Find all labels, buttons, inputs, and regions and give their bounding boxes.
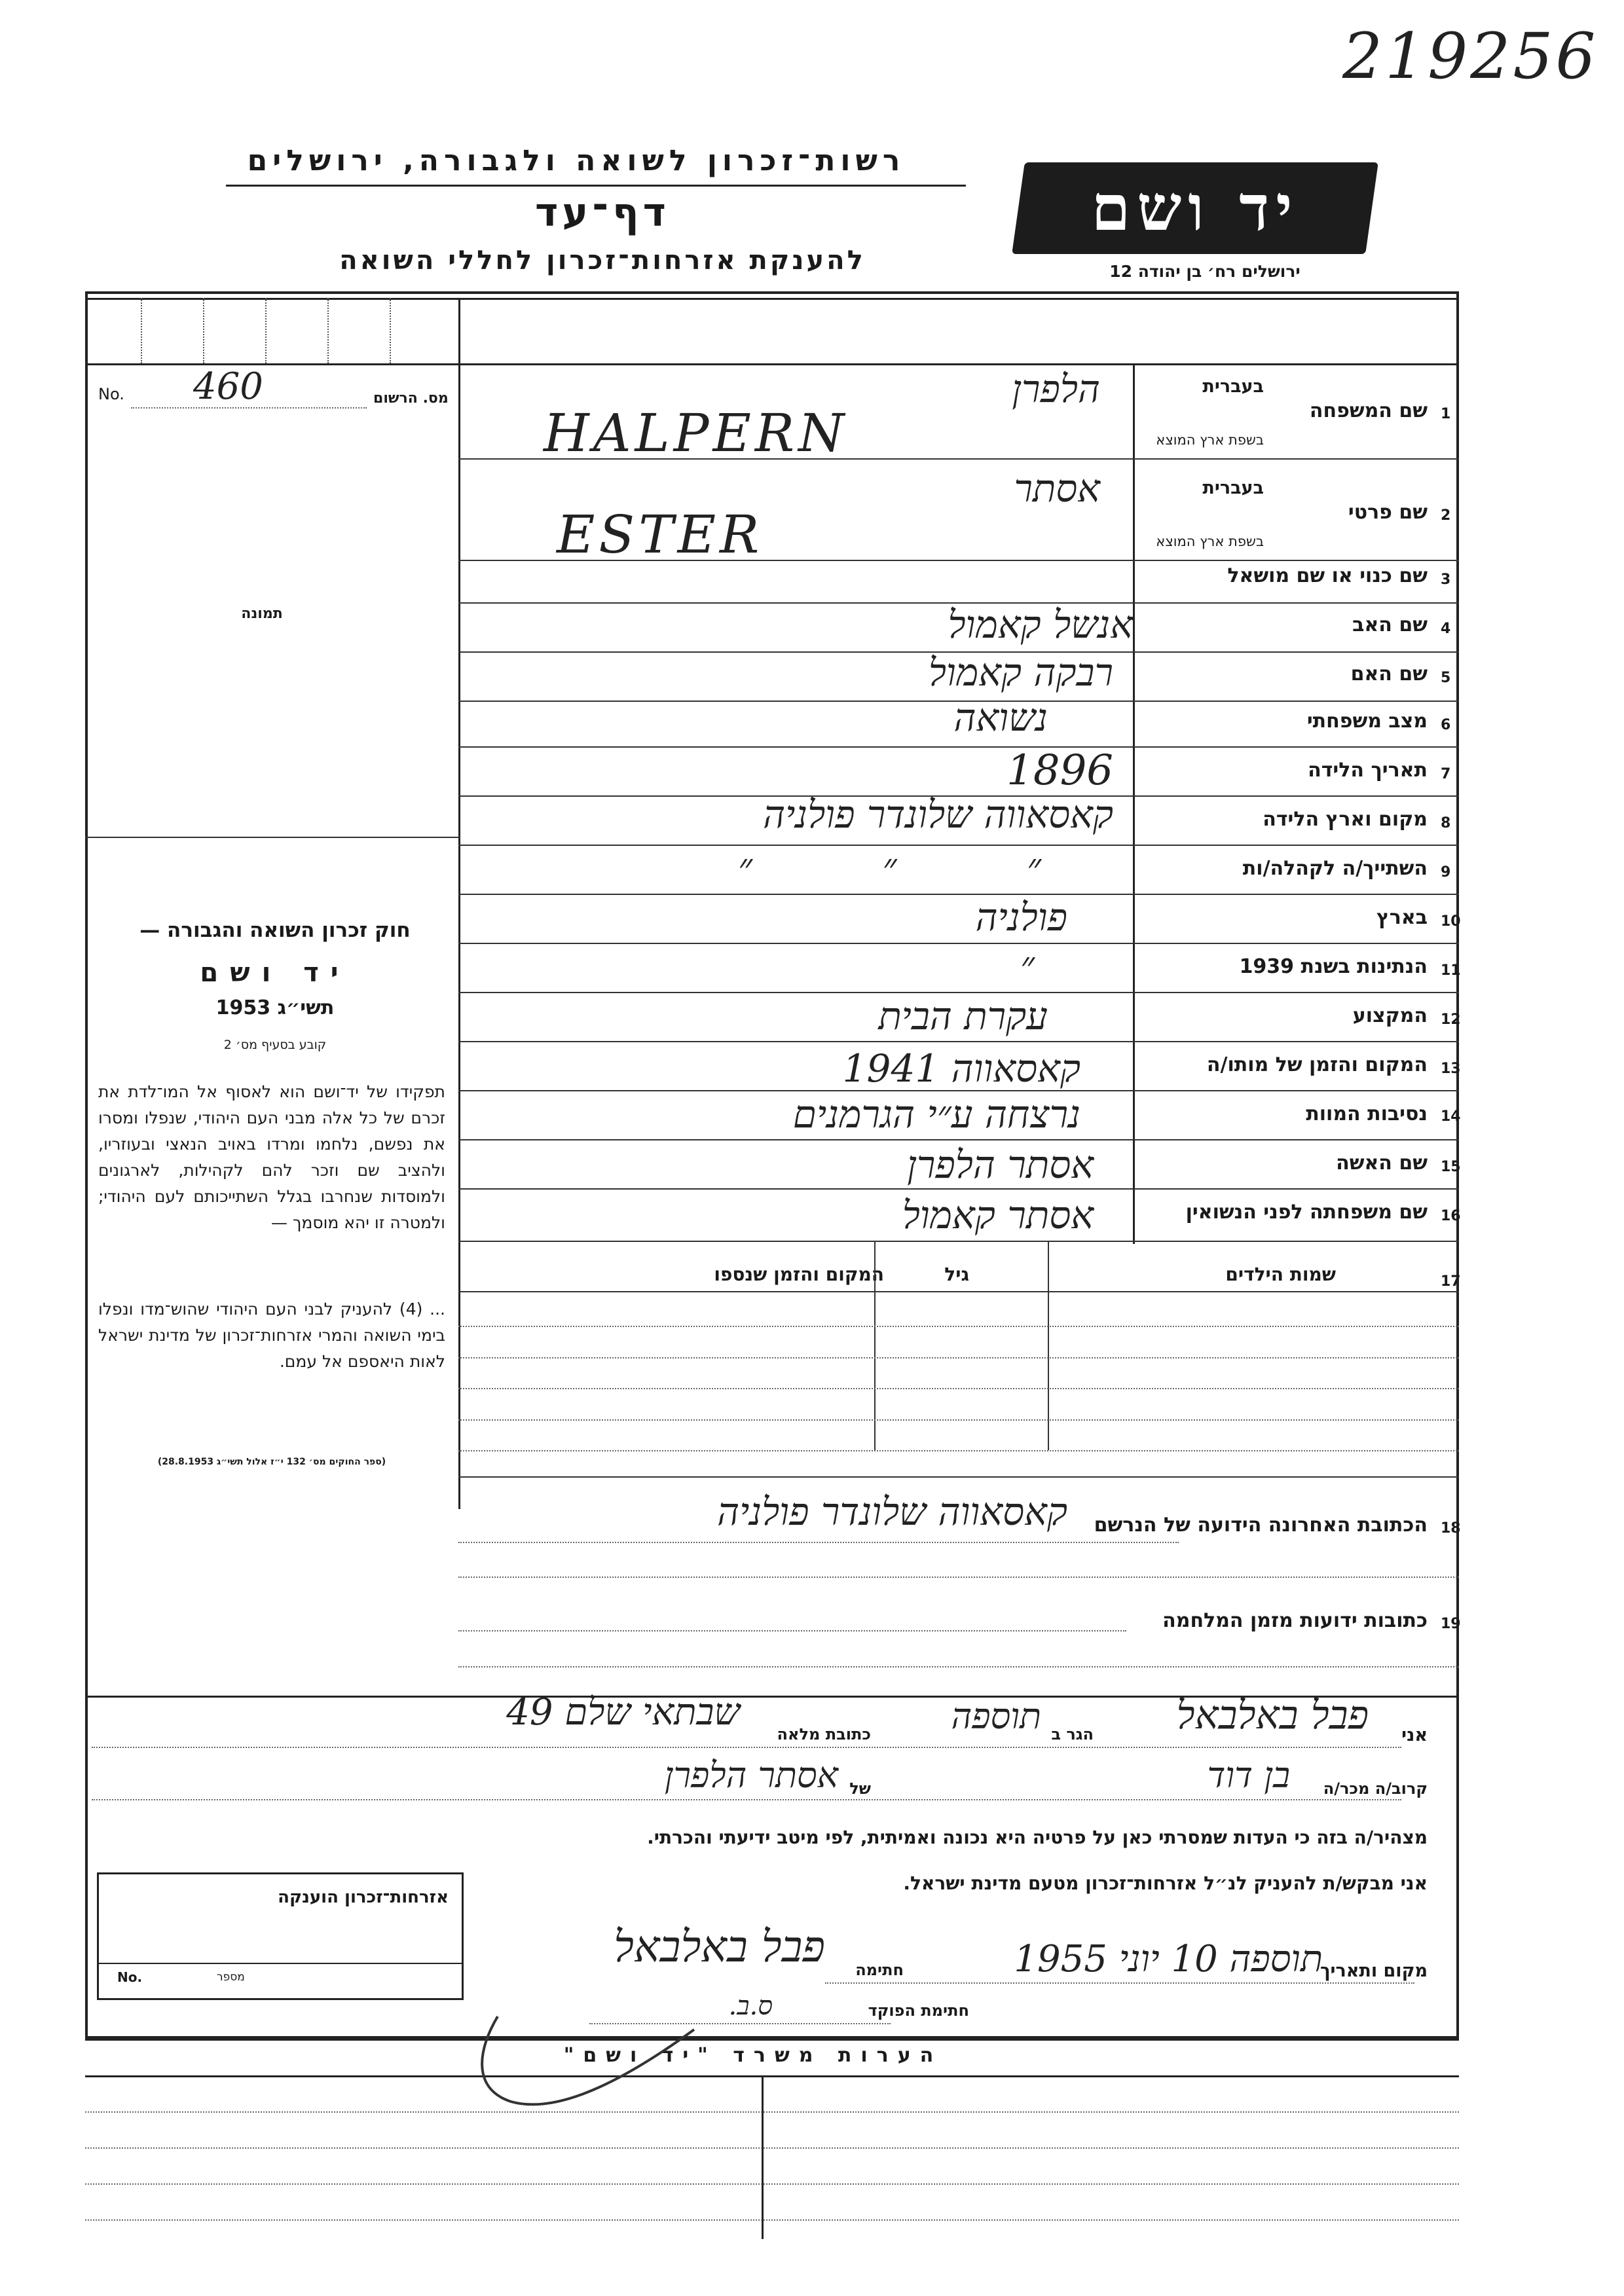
field-marital-value: נשואה: [953, 695, 1048, 740]
field-first-name-value-latin: ESTER: [557, 504, 764, 565]
decl-name: פבל באלבאל: [1176, 1692, 1369, 1738]
decl-signature: פבל באלבאל: [614, 1922, 825, 1972]
label-column-divider: [1133, 363, 1135, 1244]
field-father-label: שם האב: [1352, 613, 1428, 636]
field-surname-sub-he: בעברית: [1202, 376, 1264, 397]
citizenship-box-title: אזרחות־זכרון הוענקה: [278, 1887, 449, 1907]
field-citizenship-label: הנתינות בשנת 1939: [1239, 955, 1428, 978]
last-address-value: קאסאווה שלונדר פולניה: [717, 1489, 1067, 1534]
photo-label: תמונה: [241, 606, 283, 622]
field-country-value: פולניה: [975, 895, 1067, 939]
field-mother-value: רבקה קאמול: [928, 650, 1113, 695]
decl-place-date-label: מקום ותאריך: [1320, 1961, 1428, 1981]
field-surname-label: שם המשפחה: [1309, 399, 1428, 422]
field-birthplace-value: קאסאווה שלונדר פולניה: [763, 792, 1113, 837]
decl-statement: מצהיר/ה בזה כי העדות שמסרתי כאן על פרטיה היא נכונה ואמיתית, לפי מיטב ידיעתי והכרתי.: [647, 1827, 1428, 1848]
registration-no-label: No.: [98, 385, 124, 403]
decl-officer-label: חתימת הפוקד: [868, 2001, 969, 2020]
field-father-value: אנשל קאמול: [948, 602, 1133, 647]
archive-number: 219256: [1342, 20, 1598, 93]
law-body: תפקידו של יד־ושם הוא לאסוף אל המו־לדת את זכרם של כל אלה מבני העם היהודי, שנפלו ומסרו את נפשם, נלחמו ומרדו באויב הנאצי ובעוזריו, ולהציב שם וזכר להם לקהילות, לארגונים ולמוסדות שנחרבו בגלל השתייכותם לעם היהודי; ולמטרה זו יהא מוסמך —: [98, 1082, 445, 1232]
decl-relative-label: קרוב/ה מכר/ה: [1323, 1779, 1428, 1798]
decl-full-address-label: כתובת מלאה: [777, 1725, 871, 1743]
decl-of: של: [849, 1779, 871, 1798]
law-year: תשי״ג 1953: [215, 996, 335, 1019]
decl-signature-label: חתימה: [855, 1961, 904, 1979]
field-citizenship-value: ״: [1020, 943, 1035, 987]
decl-place-date: תוספה 10 יוני 1955: [1014, 1938, 1323, 1980]
field-first-name-value-he: אסתר: [1014, 466, 1100, 511]
office-notes-divider: [762, 2075, 764, 2239]
field-surname-value-he: הלפרן: [1012, 367, 1100, 411]
children-col-names: שמות הילדים: [1225, 1264, 1336, 1285]
authority-title: רשות־זכרון לשואה ולגבורה, ירושלים: [247, 144, 906, 177]
field-death-value: קאסאווה 1941: [842, 1046, 1080, 1091]
office-notes-title: הערות משרד "יד ושם": [563, 2044, 943, 2067]
field-maiden-label: שם משפחתה לפני הנשואין: [1185, 1201, 1428, 1224]
decl-resides: הגר ב: [1051, 1725, 1094, 1743]
field-community-value: ״ ״ ״: [738, 845, 1100, 889]
field-circumstances-label: נסיבות המוות: [1306, 1102, 1428, 1125]
law-clause-4: ... (4) להעניק לבני העם היהודי שהוש־מדו ונפלו בימי השואה והמרי אזרחות־זכרון של מדינת ישראל לאות היאספם אל עמם.: [98, 1300, 446, 1371]
logo-address: ירושלים רח׳ בן יהודה 12: [1109, 262, 1301, 281]
field-profession-value: עקרת הבית: [878, 994, 1048, 1038]
authority-underline: [226, 185, 966, 187]
pen-scribble: [458, 1990, 720, 2121]
citizenship-box: [97, 1872, 464, 2000]
field-maiden-value: אסתר קאמול: [902, 1193, 1094, 1237]
registration-number: 460: [193, 365, 263, 408]
field-birthplace-label: מקום וארץ הלידה: [1263, 808, 1428, 831]
wartime-addresses-label: כתובות ידועות מזמן המלחמה: [1162, 1609, 1428, 1632]
decl-of-name: אסתר הלפרן: [664, 1755, 838, 1796]
decl-city: תוספה: [951, 1696, 1041, 1737]
field-community-label: השתייך/ה לקהלה/ות: [1242, 857, 1428, 880]
field-wife-value: אסתר הלפרן: [907, 1142, 1094, 1187]
field-mother-label: שם האם: [1350, 663, 1428, 685]
law-title: חוק זכרון השואה והגבורה —: [139, 919, 411, 942]
citizenship-number-label: מספר: [217, 1971, 245, 1984]
field-surname-value-latin: HALPERN: [544, 403, 849, 464]
decl-street: שבתאי שלם 49: [506, 1691, 740, 1734]
field-first-name-sub-he: בעברית: [1202, 478, 1264, 498]
children-col-place: המקום והזמן שנספו: [714, 1264, 884, 1285]
field-first-name-label: שם פרטי: [1348, 501, 1428, 524]
citizenship-no-label: No.: [117, 1969, 143, 1985]
field-marital-label: מצב משפחתי: [1306, 710, 1428, 733]
decl-officer: ס.ב.: [728, 1991, 773, 2021]
decl-relation: בן דוד: [1207, 1755, 1290, 1796]
field-first-name-sub-foreign: בשפת ארץ המוצא: [1156, 534, 1264, 549]
yad-vashem-logo: [1012, 162, 1378, 254]
logo-text: יד ושם: [1091, 171, 1299, 245]
field-birthdate-value: 1896: [1006, 746, 1113, 795]
law-name: יד ושם: [200, 958, 350, 988]
field-profession-label: המקצוע: [1352, 1004, 1428, 1027]
field-alias-label: שם כנוי או שם מושאל: [1227, 564, 1428, 587]
decl-request: אני מבקש/ת להעניק לנ״ל אזרחות־זכרון מטעם מדינת ישראל.: [903, 1872, 1428, 1894]
form-subtitle: להענקת אזרחות־זכרון לחללי השואה: [339, 246, 866, 276]
field-circumstances-value: נרצחה ע״י הגרמנים: [792, 1092, 1080, 1137]
last-address-label: הכתובת האחרונה הידועה של הנרשם: [1094, 1514, 1428, 1537]
left-column-divider: [458, 298, 460, 1509]
photo-box-bottom: [85, 837, 460, 838]
children-col-age: גיל: [944, 1264, 969, 1285]
law-citation: (ספר החוקים מס׳ 132 י״ז אלול תשי״ג 28.8.1953): [157, 1457, 386, 1467]
field-country-label: בארץ: [1376, 906, 1428, 929]
registration-label: מס. הרשום: [373, 390, 449, 407]
field-surname-sub-foreign: בשפת ארץ המוצא: [1156, 432, 1264, 448]
form-title: דף־עד: [535, 190, 670, 236]
field-death-label: המקום והזמן של מותו/ה: [1206, 1053, 1428, 1076]
law-clause: קובע בסעיף מס׳ 2: [223, 1038, 327, 1052]
field-wife-label: שם האשה: [1336, 1152, 1428, 1175]
field-birthdate-label: תאריך הלידה: [1308, 759, 1428, 782]
decl-ani: אני: [1401, 1725, 1428, 1745]
